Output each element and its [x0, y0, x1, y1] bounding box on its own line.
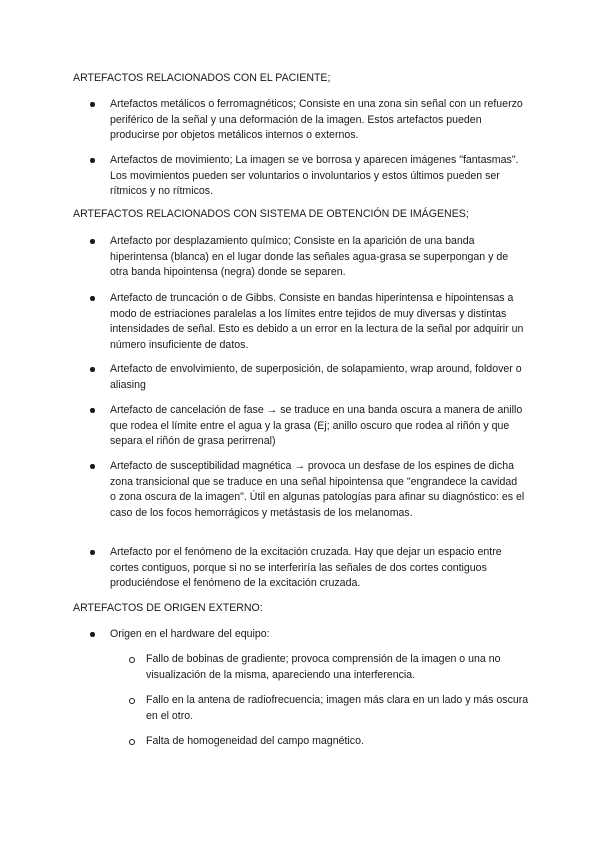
- sub-list-item-text: Fallo en la antena de radiofrecuencia; imagen más clara en un lado y más oscura en el otro.: [146, 694, 529, 722]
- section-heading-sistema: ARTEFACTOS RELACIONADOS CON SISTEMA DE OBTENCIÓN DE IMÁGENES;: [73, 208, 469, 220]
- bullet-icon: [90, 239, 95, 244]
- list-item-text: Origen en el hardware del equipo:: [110, 628, 270, 640]
- list-item: [110, 403, 526, 450]
- bullet-icon: [90, 296, 95, 301]
- sub-list-item: [146, 693, 532, 724]
- list-item: [110, 97, 526, 144]
- list-item: [110, 459, 526, 521]
- hollow-bullet-icon: [129, 739, 135, 745]
- sub-list-item: [146, 734, 532, 750]
- bullet-icon: [90, 632, 95, 637]
- section-heading-externo: ARTEFACTOS DE ORIGEN EXTERNO:: [73, 602, 263, 614]
- list-item: [110, 234, 526, 281]
- bullet-icon: [90, 464, 95, 469]
- list-item-text: Artefacto de envolvimiento, de superposición, de solapamiento, wrap around, foldover o aliasing: [110, 363, 522, 391]
- bullet-icon: [90, 408, 95, 413]
- bullet-icon: [90, 367, 95, 372]
- list-item-text: Artefacto de truncación o de Gibbs. Consiste en bandas hiperintensa e hipointensas a modo de estriaciones paralelas a los límites entre tejidos de muy diversas y distintas intensidades de señal. Esto es debido a un error en la lectura de la señal por adquirir un número insuficiente de datos.: [110, 292, 524, 351]
- bullet-icon: [90, 550, 95, 555]
- hollow-bullet-icon: [129, 698, 135, 704]
- hollow-bullet-icon: [129, 657, 135, 663]
- list-item: [110, 627, 526, 643]
- list-item-text: Artefactos metálicos o ferromagnéticos; Consiste en una zona sin señal con un refuerzo periférico de la señal y una deformación de la imagen. Estos artefactos pueden producirse por objetos metálicos internos o externos.: [110, 98, 523, 141]
- bullet-icon: [90, 158, 95, 163]
- list-item: [110, 153, 526, 200]
- list-item: [110, 545, 526, 592]
- sub-list-item-text: Falta de homogeneidad del campo magnético.: [146, 735, 364, 747]
- list-item-text: Artefacto de susceptibilidad magnética → provoca un desfase de los espines de dicha zona transicional que se traduce en una señal hipointensa que "engrandece la cavidad o zona oscura de la imagen". Útil en algunas patologías para afinar su diagnóstico: es el caso de los focos hemorrágicos y metástasis de los melanomas.: [110, 460, 525, 519]
- list-item-text: Artefacto por el fenómeno de la excitación cruzada. Hay que dejar un espacio entre cortes contiguos, porque si no se interferiría las señales de dos cortes contiguos produciéndose el fenómeno de la excitación cruzada.: [110, 546, 502, 589]
- bullet-icon: [90, 102, 95, 107]
- sub-list-item: [146, 652, 532, 683]
- section-heading-paciente: ARTEFACTOS RELACIONADOS CON EL PACIENTE;: [73, 72, 331, 84]
- list-item-text: Artefacto por desplazamiento químico; Consiste en la aparición de una banda hiperintensa (blanca) en el lugar donde las señales agua-grasa se superpongan y de otra banda hipointensa (negra) donde se separen.: [110, 235, 509, 278]
- list-item: [110, 291, 526, 353]
- list-item: [110, 362, 526, 393]
- list-item-text: Artefactos de movimiento; La imagen se ve borrosa y aparecen imágenes "fantasmas". Los movimientos pueden ser voluntarios o involuntarios y estos últimos pueden ser rítmicos y no rítmicos.: [110, 154, 519, 197]
- sub-list-item-text: Fallo de bobinas de gradiente; provoca comprensión de la imagen o una no visualización de la misma, apareciendo una interferencia.: [146, 653, 501, 681]
- list-item-text: Artefacto de cancelación de fase → se traduce en una banda oscura a manera de anillo que rodea el límite entre el agua y la grasa (Ej; anillo oscuro que rodea al riñón y que separa el riñón de grasa perirrenal): [110, 404, 523, 447]
